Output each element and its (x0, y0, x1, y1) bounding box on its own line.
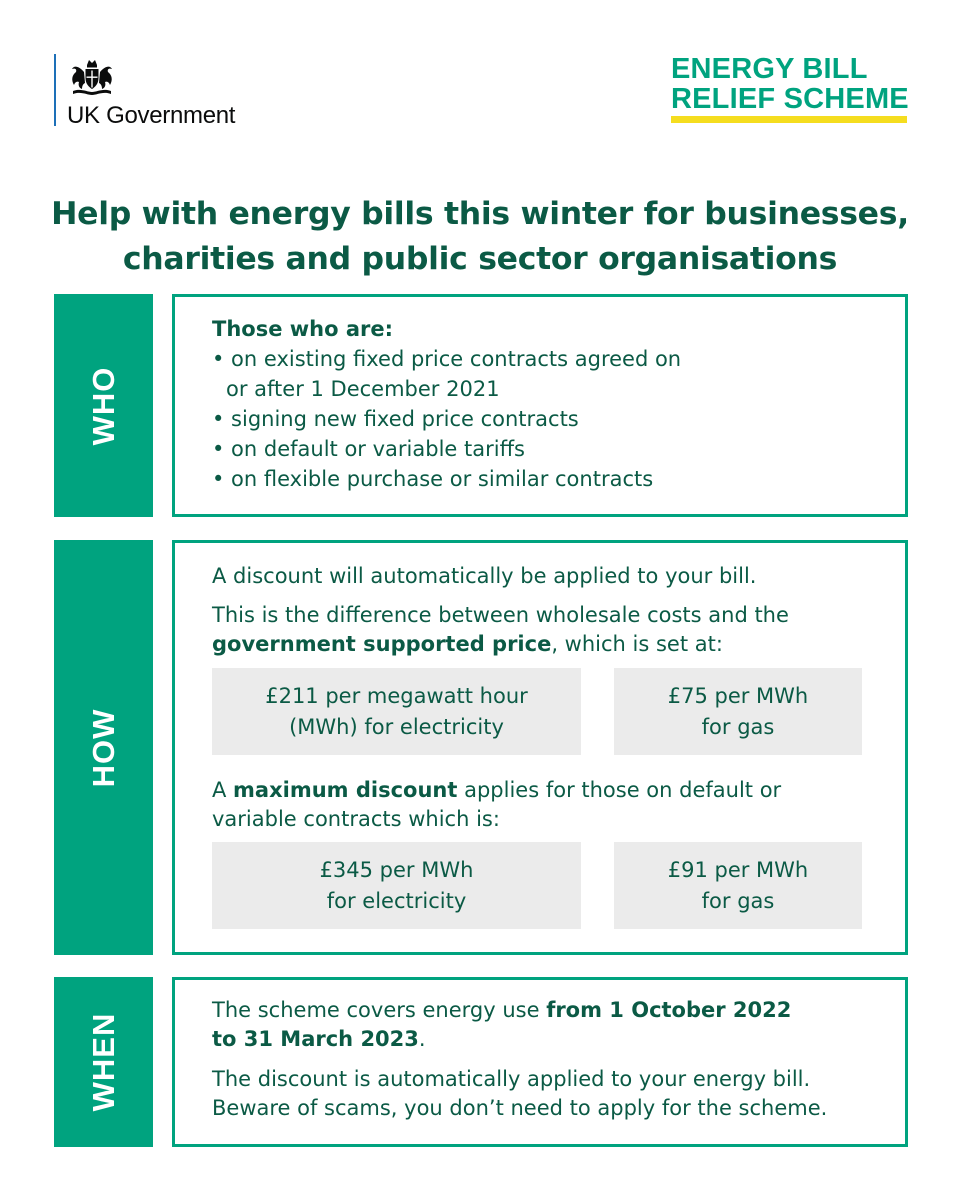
when-tab (54, 977, 153, 1147)
supported-gas-price-tile: £75 per MWh for gas (614, 668, 862, 755)
when-paragraph-1-line-1: The scheme covers energy use from 1 October 2022 (212, 998, 792, 1022)
how-paragraph-3-line-2: variable contracts which is: (212, 807, 500, 831)
supported-electricity-price-tile: £211 per megawatt hour (MWh) for electricity (212, 668, 581, 755)
scheme-logo-line-2: RELIEF SCHEME (671, 83, 909, 115)
how-paragraph-3-line-1: A maximum discount applies for those on default or (212, 778, 782, 802)
who-item-1-continued: or after 1 December 2021 (226, 377, 500, 401)
who-tab (54, 294, 153, 517)
how-tab-label: HOW (85, 708, 121, 787)
royal-coat-of-arms-icon (67, 56, 117, 96)
who-item-1: • on existing fixed price contracts agreed on (212, 347, 682, 371)
page-title-line-2: charities and public sector organisations (122, 241, 838, 277)
maximum-discount-term: maximum discount (233, 778, 458, 802)
when-paragraph-2-line-2: Beware of scams, you don’t need to apply for the scheme. (212, 1096, 828, 1120)
who-item-3: • on default or variable tariffs (212, 437, 525, 461)
maximum-electricity-discount-tile: £345 per MWh for electricity (212, 842, 581, 929)
maximum-gas-discount-tile: £91 per MWh for gas (614, 842, 862, 929)
how-paragraph-1: A discount will automatically be applied to your bill. (212, 564, 757, 588)
who-item-4: • on flexible purchase or similar contracts (212, 467, 654, 491)
who-tab-label: WHO (85, 366, 121, 445)
uk-government-logo (54, 54, 236, 129)
how-tab (54, 540, 153, 955)
when-paragraph-1-line-2: to 31 March 2023. (212, 1027, 426, 1051)
scheme-end-date: to 31 March 2023 (212, 1027, 419, 1051)
when-paragraph-2-line-1: The discount is automatically applied to your energy bill. (212, 1067, 811, 1091)
when-tab-label: WHEN (85, 1012, 121, 1112)
scheme-logo-underline (671, 116, 907, 123)
how-paragraph-2-line-1: This is the difference between wholesale costs and the (212, 603, 789, 627)
scheme-logo-line-1: ENERGY BILL (671, 53, 868, 85)
who-heading: Those who are: (212, 317, 394, 341)
page-title (0, 192, 960, 282)
uk-government-wordmark: UK Government (67, 102, 236, 129)
energy-bill-relief-scheme-logo (671, 54, 907, 123)
who-item-2: • signing new fixed price contracts (212, 407, 579, 431)
government-supported-price-term: government supported price (212, 632, 552, 656)
scheme-start-date: from 1 October 2022 (546, 998, 792, 1022)
page-title-line-1: Help with energy bills this winter for businesses, (51, 196, 909, 232)
how-paragraph-2-line-2: government supported price, which is set at: (212, 632, 723, 656)
